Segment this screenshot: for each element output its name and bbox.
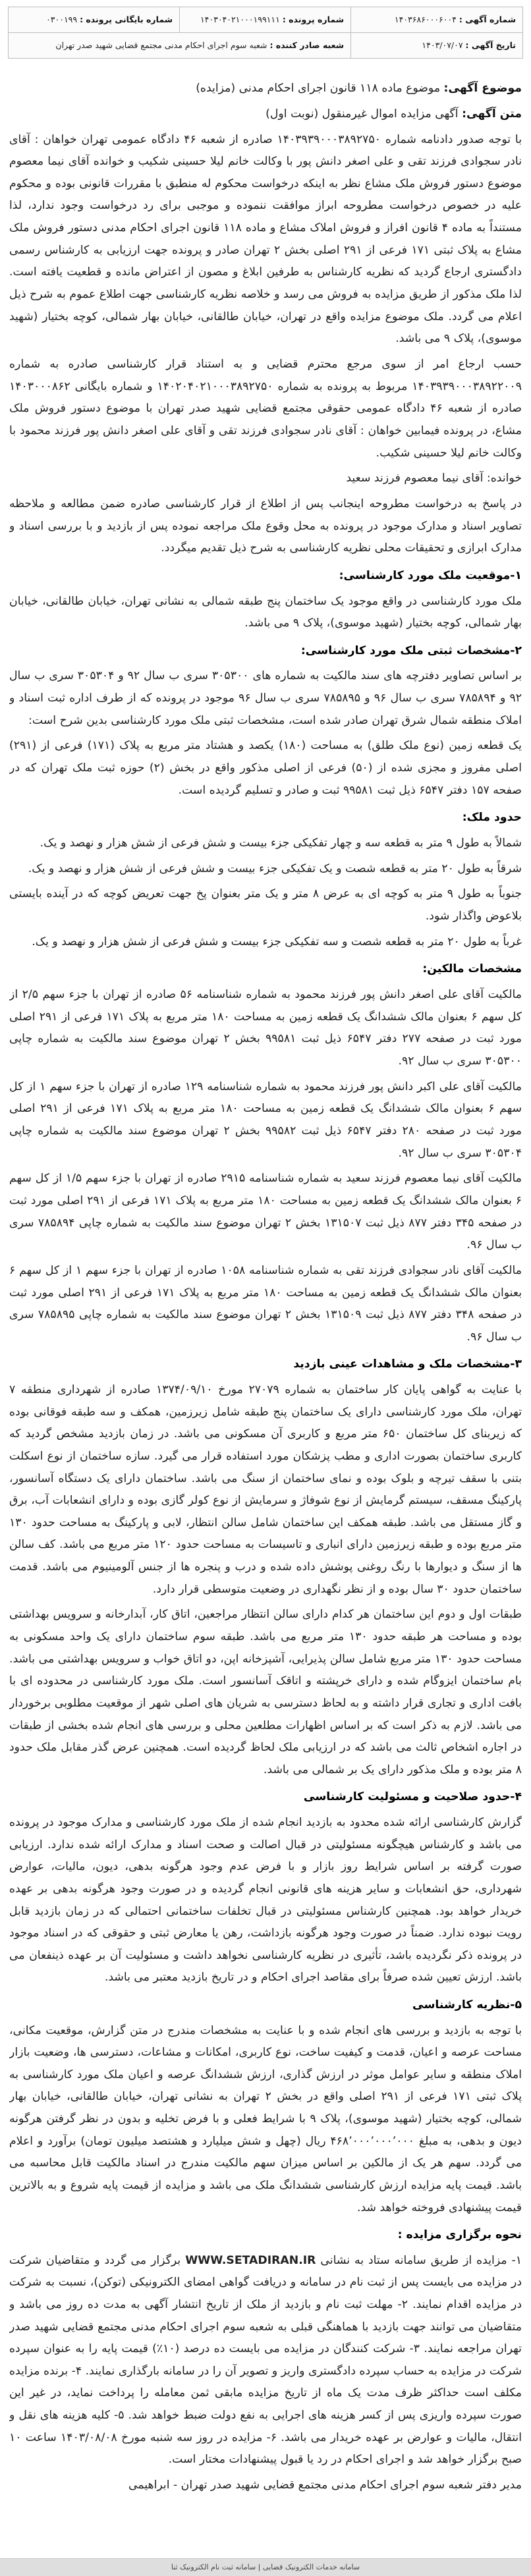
auction-terms bbox=[9, 2250, 522, 2471]
notice-number-value: ۱۴۰۳۶۸۶۰۰۰۶۰۰۴ bbox=[394, 14, 457, 24]
location-text: ملک مورد کارشناسی در واقع موجود یک ساختمان پنج طبقه شمالی به نشانی تهران، خیابان طالقانی، خیابان بهار شمالی، کوچه بختیار (شهید موسوی)، پلاک ۹ می باشد. bbox=[9, 594, 522, 630]
auction-site-url: WWW.SETADIRAN.IR bbox=[185, 2253, 316, 2267]
issuing-branch-value: شعبه سوم اجرای احکام مدنی مجتمع قضایی شهید صدر تهران bbox=[55, 40, 267, 50]
notice-header bbox=[8, 7, 523, 59]
registration-heading: ۲-مشخصات ثبتی ملک مورد کارشناسی: bbox=[300, 644, 522, 657]
notice-date-value: ۱۴۰۳/۰۷/۰۷ bbox=[422, 40, 463, 50]
notice-number-label: شماره آگهی : bbox=[459, 14, 516, 24]
site-footer bbox=[0, 2558, 531, 2576]
registration-text: بر اساس تصاویر دفترچه های سند مالکیت به شماره های ۳۰۵۳۰۰ سری ب سال ۹۲ و ۳۰۵۳۰۴ سری ب سال ۹۲ و ۷۸۵۸۹۴ سری ب سال ۹۶ و ۷۸۵۸۹۵ سری ب سال ۹۶ موجود در پرونده که از طرف اداره ثبت اسناد و املاک منطقه شمال شرق تهران صادر شده است، مشخصات ثبتی ملک مورد کارشناسی بدین شرح است: bbox=[9, 669, 522, 727]
notice-date-label: تاریخ آگهی : bbox=[465, 40, 516, 50]
owners-heading: مشخصات مالکین: bbox=[422, 962, 522, 976]
notice-date bbox=[351, 33, 522, 58]
auction-heading: نحوه برگزاری مزایده : bbox=[397, 2228, 522, 2241]
scope-heading: ۴-حدود صلاحیت و مسئولیت کارشناسی bbox=[303, 1790, 522, 1804]
response-paragraph: در پاسخ به درخواست مطروحه اینجانب پس از اطلاع از قرار کارشناسی صادره ضمن مطالعه و ملاحظه تصاویر اسناد و مدارک موجود در پرونده به محل وقوع ملک مراجعه نموده پس از بازدید و با بررسی اسناد و مدارک ابرازی و تحقیقات محلی نظریه کارشناسی به شرح ذیل تقدیم میگردد. bbox=[9, 497, 522, 555]
notice-subject-text: موضوع ماده ۱۱۸ قانون اجرای احکام مدنی (مزایده) bbox=[196, 82, 441, 95]
case-number-label: شماره پرونده : bbox=[282, 14, 344, 24]
bound-north: شمالاً به طول ۹ متر به قطعه سه و چهار تفکیکی جزء بیست و شش فرعی از شش هزار و نهصد و یک. bbox=[40, 836, 522, 850]
opinion-heading: ۵-نظریه کارشناسی bbox=[412, 1998, 522, 2012]
scope-text: گزارش کارشناسی ارائه شده محدود به بازدید انجام شده از ملک مورد کارشناسی و مدارک موجود در پرونده می باشد و کارشناس هیچگونه مسئولیتی در قبال اصالت و صحت اسناد و مدارک ارائه شده ندارد. ارزیابی صورت گرفته بر اساس شرایط روز بازار و با فرض عدم وجود هرگونه بدهی، دیون، مالیات، عوارض شهرداری، حق انشعابات و سایر هزینه های قانونی انجام گردیده و در صورت وجود هرگونه بدهی بر عهده خریدار خواهد بود. همچنین کارشناس مسئولیتی در قبال تخلفات ساختمانی احتمالی که در زمان بازدید قابل رویت نبوده ندارد. ضمناً در صورت وجود هرگونه بازداشت، رهن یا معارض ثبتی و حقوقی که در اسناد موجود در پرونده ذکر نگردیده باشد، تأثیری در نظریه کارشناسی نخواهد داشت و مسئولیت آن بر عهده ذینفعان می باشد. ارزش تعیین شده صرفاً برای مقاصد اجرای احکام و در تاریخ بازدید معتبر می باشد. bbox=[9, 1816, 522, 1985]
notice-body-title-label: متن آگهی: bbox=[462, 107, 522, 121]
case-number bbox=[180, 7, 351, 33]
owner-item: مالکیت آقای نادر سجوادی فرزند تقی به شماره شناسنامه ۱۰۵۸ صادره از تهران با جزء سهم ۱ از کل سهم ۶ بعنوان مالک ششدانگ یک قطعه زمین به مساحت ۱۸۰ متر مربع به پلاک ۱۷۱ فرعی از ۲۹۱ اصلی مورد ثبت در صفحه ۳۴۸ دفتر ۸۷۷ ذیل ثبت ۱۳۱۵۰۹ بخش ۲ تهران موضوع سند مالکیت به شماره چاپی ۷۸۵۸۹۵ سری ب سال ۹۶. bbox=[9, 1264, 522, 1344]
notice-body-title bbox=[9, 103, 522, 126]
notice-subject bbox=[9, 78, 522, 100]
notice-number bbox=[351, 7, 522, 33]
owner-item: مالکیت آقای علی اصغر دانش پور فرزند محمود به شماره شناسنامه ۵۶ صادره از تهران با جزء سهم ۲/۵ از کل سهم ۶ بعنوان مالک ششدانگ یک قطعه زمین به مساحت ۱۸۰ متر مربع به پلاک ۱۷۱ فرعی از ۲۹۱ اصلی مورد ثبت در صفحه ۲۷۷ دفتر ۶۵۴۷ ذیل ثبت ۹۹۵۸۱ بخش ۲ تهران موضوع سند مالکیت به شماره چاپی ۳۰۵۳۰۰ سری ب سال ۹۲. bbox=[9, 987, 522, 1068]
referral-paragraph: حسب ارجاع امر از سوی مرجع محترم قضایی و به استناد قرار کارشناسی صادره به شماره ۱۴۰۳۹۳۹۰۰۰۳۸۹۲۲۰۰۹ مربوط به پرونده به شماره ۱۴۰۲۰۴۰۲۱۰۰۰۳۸۹۲۷۵۰ و شماره بایگانی ۱۴۰۳۰۰۰۸۶۲ صادره از شعبه ۴۶ دادگاه عمومی حقوقی مجتمع قضایی شهید صدر تهران با موضوع دستور فروش ملک مشاع، در پرونده فیمابین خواهان : آقای نادر سجوادی فرزند تقی و آقای علی اصغر دانش پور فرزند محمود با وکالت خانم لیلا حسینی شکیب. bbox=[9, 358, 522, 460]
inspection-paragraph: با عنایت به گواهی پایان کار ساختمان به شماره ۲۷۰۷۹ مورخ ۱۳۷۴/۰۹/۱۰ صادره از شهرداری منطقه ۷ تهران، ملک مورد کارشناسی دارای یک ساختمان پنج طبقه شامل زیرزمین، همکف و سه طبقه فوقانی بوده که زیربنای کل ساختمان ۶۵۰ متر مربع و کاربری آن مسکونی می باشد. در زمان بازدید مشخص گردید که کاربری ساختمان بصورت اداری و مطب پزشکان مورد استفاده قرار می گیرد. سازه ساختمان از نوع اسکلت بتنی با سقف تیرچه و بلوک بوده و نمای ساختمان از سنگ می باشد. ساختمان دارای یک دستگاه آسانسور، پارکینگ مسقف، سیستم گرمایش از نوع شوفاژ و سرمایش از نوع کولر گازی بوده و دارای انشعابات آب، برق و گاز مستقل می باشد. طبقه همکف این ساختمان شامل سالن انتظار، لابی و پارکینگ به مساحت حدود ۱۳۰ متر مربع بوده و طبقه زیرزمین دارای انباری و تاسیسات به مساحت حدود ۱۲۰ متر مربع می باشد. کف سالن ها از سنگ و دیوارها با رنگ روغنی پوشش داده شده و درب و پنجره ها از جنس آلومینیوم می باشد. قدمت ساختمان حدود ۳۰ سال بوده و از نظر نگهداری در وضعیت متوسطی قرار دارد. bbox=[9, 1383, 522, 1596]
bounds-heading: حدود ملک: bbox=[462, 811, 522, 824]
auction-terms-start: ۱- مزایده از طریق سامانه ستاد به نشانی bbox=[320, 2253, 522, 2267]
notice-subject-label: موضوع آگهی: bbox=[443, 82, 522, 95]
case-number-value: ۱۴۰۳۰۴۰۲۱۰۰۰۱۹۹۱۱۱ bbox=[200, 14, 280, 24]
issuing-branch-label: شعبه صادر کننده : bbox=[269, 40, 344, 50]
archive-number bbox=[9, 7, 180, 33]
auction-terms-rest: برگزار می گردد و متقاضیان شرکت در مزایده می بایست پس از ثبت نام در سامانه و دریافت گواهی امضای الکترونیکی (توکن)، نسبت به شرکت در مزایده اقدام نمایند. ۲- مهلت ثبت نام و بازدید از ملک از تاریخ انتشار آگهی به مدت ده روز می باشد و متقاضیان می توانند جهت بازدید با هماهنگی قبلی به شعبه سوم اجرای احکام مدنی مجتمع قضایی شهید صدر تهران مراجعه نمایند. ۳- شرکت کنندگان در مزایده می بایست ده درصد (۱۰٪) قیمت پایه را به عنوان سپرده شرکت در مزایده به حساب سپرده دادگستری واریز و تصویر آن را در سامانه بارگذاری نمایند. ۴- برنده مزایده مکلف است حداکثر ظرف مدت یک ماه از تاریخ مزایده مابقی ثمن معامله را پرداخت نماید، در غیر این صورت سپرده واریزی پس از کسر هزینه های اجرایی به نفع دولت ضبط خواهد شد. ۵- کلیه هزینه های نقل و انتقال، مالیات و عوارض بر عهده خریدار می باشد. ۶- مزایده در روز سه شنبه مورخ ۱۴۰۳/۰۸/۰۸ ساعت ۱۰ صبح برگزار خواهد شد و اجرای احکام در رد یا قبول پیشنهادات مختار است. bbox=[9, 2253, 522, 2467]
archive-number-label: شماره بایگانی پرونده : bbox=[80, 14, 173, 24]
opinion-text: با توجه به بازدید و بررسی های انجام شده و با عنایت به مشخصات مندرج در متن گزارش، موقعیت مکانی، مساحت عرصه و اعیان، قدمت و کیفیت ساخت، نوع کاربری، امکانات و مشاعات، دسترسی ها، وضعیت بازار املاک منطقه و سایر عوامل موثر در ارزش گذاری، ارزش ششدانگ عرصه و اعیان ملک مورد کارشناسی به پلاک ثبتی ۱۷۱ فرعی از ۲۹۱ اصلی واقع در بخش ۲ تهران به نشانی تهران، خیابان طالقانی، خیابان بهار شمالی، کوچه بختیار (شهید موسوی)، پلاک ۹ با شرایط فعلی و با فرض تخلیه و بدون در نظر گرفتن هرگونه دیون و بدهی، به مبلغ ۴۶۸٬۰۰۰٬۰۰۰٬۰۰۰ ریال (چهل و شش میلیارد و هشتصد میلیون تومان) برآورد و اعلام می گردد. سهم هر یک از مالکین بر اساس میزان سهم مالکیت مندرج در اسناد مالکیت قابل محاسبه می باشد. قیمت پایه مزایده ارزش کارشناسی ششدانگ ملک می باشد و مزایده از قیمت پایه شروع و به بالاترین قیمت پیشنهادی فروخته خواهد شد. bbox=[9, 2023, 522, 2214]
issuing-branch bbox=[9, 33, 351, 58]
owner-item: مالکیت آقای نیما معصوم فرزند سعید به شماره شناسنامه ۲۹۱۵ صادره از تهران با جزء سهم ۱/۵ از کل سهم ۶ بعنوان مالک ششدانگ یک قطعه زمین به مساحت ۱۸۰ متر مربع به پلاک ۱۷۱ فرعی از ۲۹۱ اصلی مورد ثبت در صفحه ۳۴۵ دفتر ۸۷۷ ذیل ثبت ۱۳۱۵۰۷ بخش ۲ تهران موضوع سند مالکیت به شماره چاپی ۷۸۵۸۹۴ سری ب سال ۹۶. bbox=[9, 1172, 522, 1252]
bound-west: غرباً به طول ۲۰ متر به قطعه شصت و سه تفکیکی جزء بیست و شش فرعی از شش هزار و نهصد و یک. bbox=[32, 935, 522, 948]
intro-paragraph: با توجه صدور دادنامه شماره ۱۴۰۳۹۳۹۰۰۰۳۸۹۲۷۵۰ صادره از شعبه ۴۶ دادگاه عمومی تهران خواهان : آقای نادر سجوادی فرزند تقی و علی اصغر دانش پور با وکالت خانم لیلا حسینی شکیب و خوانده آقای نیما معصوم موضوع دستور فروش ملک مشاع نظر به اینکه درخواست محکوم له منطبق با مقررات قانونی بوده و محکوم علیه در خصوص درخواست مطروحه ابراز موافقت ننموده و موجبی برای رد درخواست وجود ندارد، لذا مستنداً به ماده ۴ قانون افراز و فروش املاک مشاع و ماده ۱۱۸ قانون اجرای احکام مدنی دستور فروش ملک مشاع به پلاک ثبتی ۱۷۱ فرعی از ۲۹۱ اصلی بخش ۲ تهران صادر و پرونده جهت ارزیابی به کارشناس رسمی دادگستری ارجاع گردید که نظریه کارشناس به طرفین ابلاغ و مصون از اعتراض مانده و قطعیت یافته است. لذا ملک مذکور از طریق مزایده به فروش می رسد و خلاصه نظریه کارشناسی جهت اطلاع عموم به شرح ذیل اعلام می گردد. ملک موضوع مزایده واقع در تهران، خیابان طالقانی، خیابان بهار شمالی، کوچه بختیار (شهید موسوی)، پلاک ۹ می باشد. bbox=[9, 132, 522, 346]
bound-east: شرقاً به طول ۲۰ متر به قطعه شصت و یک تفکیکی جزء بیست و شش فرعی از شش هزار و نهصد و یک. bbox=[28, 862, 522, 875]
owner-item: مالکیت آقای علی اکبر دانش پور فرزند محمود به شماره شناسنامه ۱۲۹ صادره از تهران با جزء سهم ۱ از کل سهم ۶ بعنوان مالک ششدانگ یک قطعه زمین به مساحت ۱۸۰ متر مربع به پلاک ۱۷۱ فرعی از ۲۹۱ اصلی مورد ثبت در صفحه ۲۸۰ دفتر ۶۵۴۷ ذیل ثبت ۹۹۵۸۲ بخش ۲ تهران موضوع سند مالکیت به شماره چاپی ۳۰۵۳۰۴ سری ب سال ۹۲. bbox=[9, 1080, 522, 1160]
notice-body bbox=[9, 78, 522, 2552]
bound-south: جنوباً به طول ۹ متر به کوچه ای به عرض ۸ متر و یک متر بعنوان پخ جهت تعریض کوچه که در آینده بایستی بلاعوض واگذار شود. bbox=[9, 887, 522, 923]
inspection-heading: ۳-مشخصات ملک و مشاهدات عینی بازدید bbox=[293, 1357, 522, 1371]
footer-text: سامانه خدمات الکترونیک قضایی | سامانه ثبت نام الکترونیک ثنا bbox=[171, 2563, 360, 2571]
inspection-paragraph: طبقات اول و دوم این ساختمان هر کدام دارای سالن انتظار مراجعین، اتاق کار، آبدارخانه و سرویس بهداشتی بوده و مساحت هر طبقه حدود ۱۳۰ متر مربع می باشد. طبقه سوم ساختمان دارای یک واحد مسکونی به مساحت حدود ۱۳۰ متر مربع شامل سالن پذیرایی، آشپزخانه اپن، دو اتاق خواب و سرویس بهداشتی می باشد. بام ساختمان ایزوگام شده و دارای خرپشته و اتاقک آسانسور است. ملک مورد کارشناسی در محدوده ای با بافت اداری و تجاری قرار داشته و به لحاظ دسترسی به شریان های اصلی شهر از موقعیت مطلوبی برخوردار می باشد. لازم به ذکر است که بر اساس اظهارات مطلعین محلی و بررسی های انجام شده بخشی از طبقات در اجاره اشخاص ثالث می باشد که در ارزیابی ملک لحاظ گردیده است. همچنین عرض گذر مقابل ملک حدود ۸ متر بوده و ملک مذکور دارای یک بر شمالی می باشد. bbox=[9, 1608, 522, 1776]
notice-body-title-text: آگهی مزایده اموال غیرمنقول (نوبت اول) bbox=[266, 107, 459, 121]
signature-line: مدیر دفتر شعبه سوم اجرای احکام مدنی مجتمع قضایی شهید صدر تهران - ابراهیمی bbox=[128, 2479, 522, 2492]
archive-number-value: ۰۳۰۰۱۹۹ bbox=[46, 14, 78, 24]
land-description: یک قطعه زمین (نوع ملک طلق) به مساحت (۱۸۰) یکصد و هشتاد متر مربع به پلاک (۱۷۱) فرعی از (۲۹۱) اصلی مفروز و مجزی شده از (۵۰) فرعی از اصلی مذکور واقع در بخش (۲) حوزه ثبت ملک تهران که در صفحه ۱۵۷ دفتر ۶۵۴۷ ذیل ثبت ۹۹۵۸۱ ثبت و صادر و تسلیم گردیده است. bbox=[9, 739, 522, 797]
location-heading: ۱-موقعیت ملک مورد کارشناسی: bbox=[339, 568, 522, 582]
defendant-line: خوانده: آقای نیما معصوم فرزند سعید bbox=[346, 472, 522, 485]
